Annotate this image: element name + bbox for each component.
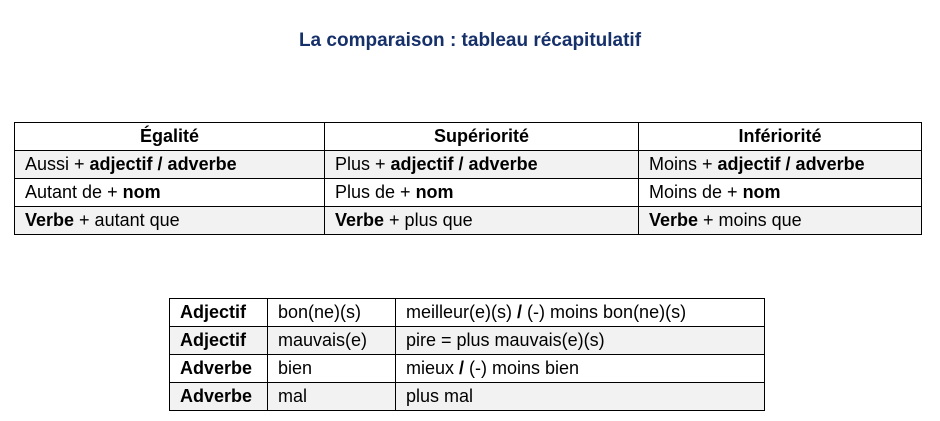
- table-row: [170, 327, 765, 355]
- type-cell: Adjectif: [170, 299, 268, 327]
- table-row: [170, 383, 765, 411]
- word-cell: bien: [268, 355, 396, 383]
- comparison-table: [14, 122, 922, 235]
- comparative-cell: plus mal: [396, 383, 765, 411]
- table-row: [170, 355, 765, 383]
- table-row: [15, 207, 922, 235]
- word-cell: mauvais(e): [268, 327, 396, 355]
- table-cell: Plus + adjectif / adverbe: [325, 151, 639, 179]
- table-row: [170, 299, 765, 327]
- table-row: [15, 151, 922, 179]
- table-cell: Verbe + autant que: [15, 207, 325, 235]
- type-cell: Adjectif: [170, 327, 268, 355]
- table-cell: Moins + adjectif / adverbe: [639, 151, 922, 179]
- irregular-table: [169, 298, 765, 411]
- header-egalite: Égalité: [15, 123, 325, 151]
- table-cell: Verbe + moins que: [639, 207, 922, 235]
- table-cell: Autant de + nom: [15, 179, 325, 207]
- type-cell: Adverbe: [170, 383, 268, 411]
- table-cell: Plus de + nom: [325, 179, 639, 207]
- table-row: [15, 179, 922, 207]
- type-cell: Adverbe: [170, 355, 268, 383]
- table-cell: Verbe + plus que: [325, 207, 639, 235]
- header-inferiorite: Infériorité: [639, 123, 922, 151]
- table-cell: Aussi + adjectif / adverbe: [15, 151, 325, 179]
- word-cell: bon(ne)(s): [268, 299, 396, 327]
- page-title: La comparaison : tableau récapitulatif: [298, 30, 642, 51]
- comparative-cell: mieux / (-) moins bien: [396, 355, 765, 383]
- comparison-header-row: [15, 123, 922, 151]
- word-cell: mal: [268, 383, 396, 411]
- header-superiorite: Supériorité: [325, 123, 639, 151]
- comparative-cell: meilleur(e)(s) / (-) moins bon(ne)(s): [396, 299, 765, 327]
- table-cell: Moins de + nom: [639, 179, 922, 207]
- comparative-cell: pire = plus mauvais(e)(s): [396, 327, 765, 355]
